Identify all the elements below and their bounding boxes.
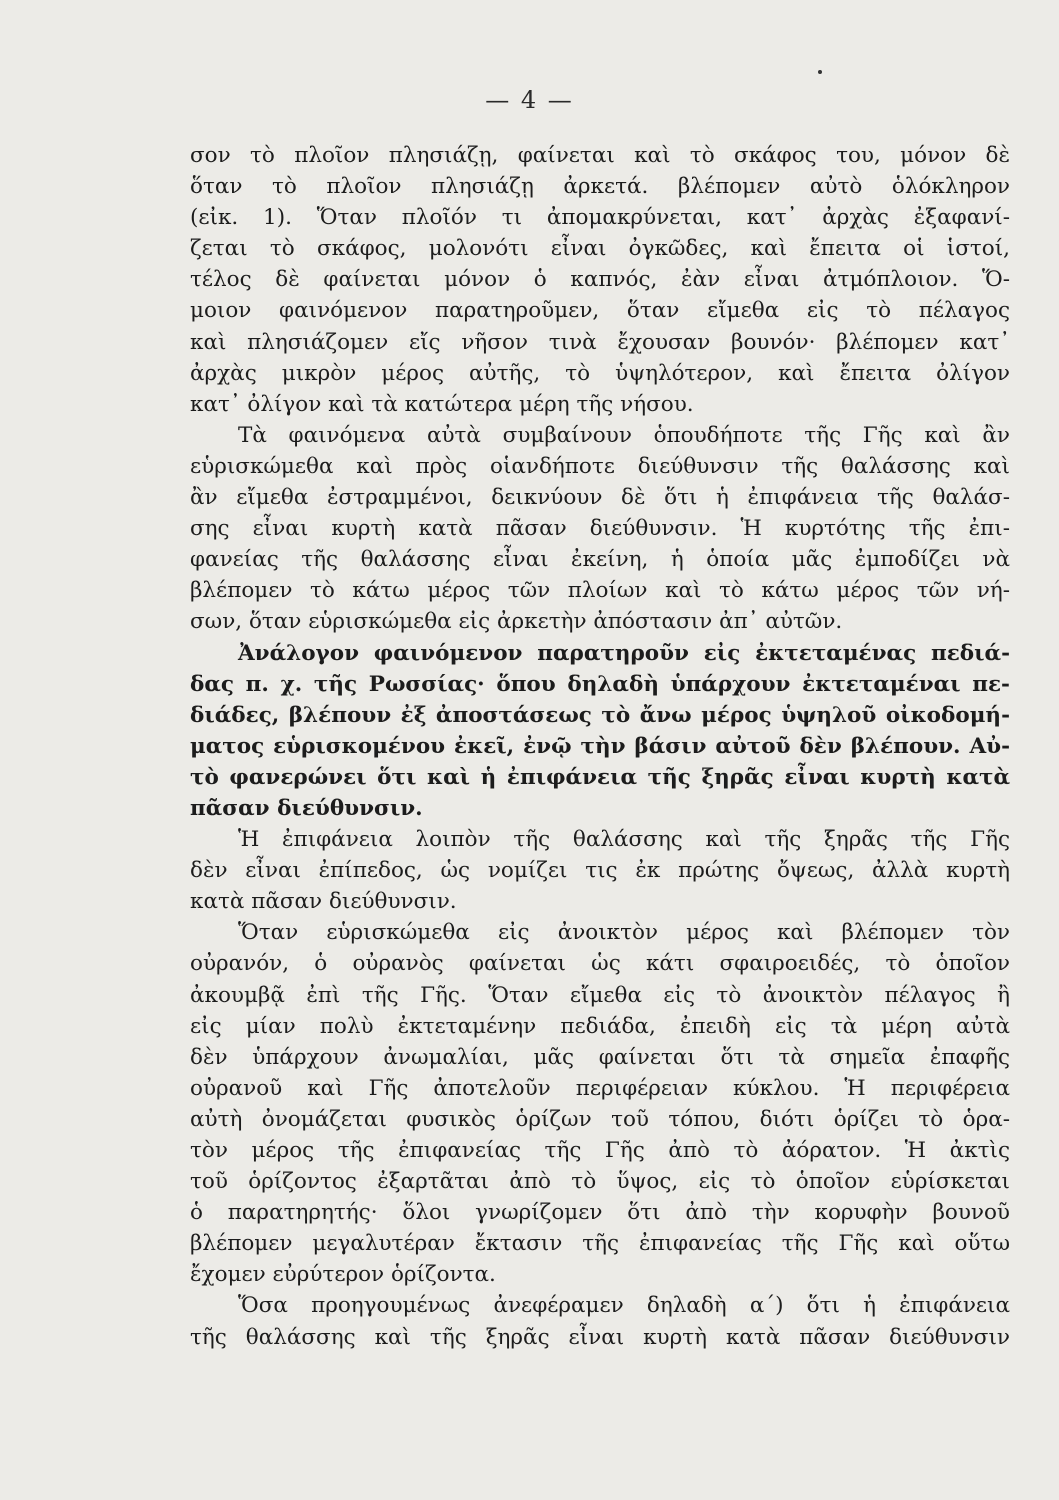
text-line: τέλος δὲ φαίνεται μόνον ὁ καπνός, ἐὰν εἶναι ἀτμόπλοιον. Ὅ- — [190, 267, 1010, 293]
text-line: ἂν εἴμεθα ἐστραμμένοι, δεικνύουν δὲ ὅτι ἡ ἐπιφάνεια τῆς θαλάσ- — [190, 485, 1010, 511]
text-line: Ἀνάλογον φαινόμενον παρατηροῦν εἰς ἐκτεταμένας πεδιά- — [238, 640, 1010, 666]
text-line: ἀρχὰς μικρὸν μέρος αὐτῆς, τὸ ὑψηλότερον, καὶ ἔπειτα ὀλίγον — [190, 360, 1010, 386]
text-line: ματος εὑρισκομένου ἐκεῖ, ἐνῷ τὴν βάσιν αὐτοῦ δὲν βλέπουν. Αὐ- — [190, 733, 1010, 759]
text-line: ζεται τὸ σκάφος, μολονότι εἶναι ὀγκῶδες, καὶ ἔπειτα οἱ ἱστοί, — [190, 236, 1010, 262]
text-line: οὐρανοῦ καὶ Γῆς ἀποτελοῦν περιφέρειαν κύκλου. Ἡ περιφέρεια — [190, 1075, 1010, 1101]
text-line: βλέπομεν τὸ κάτω μέρος τῶν πλοίων καὶ τὸ κάτω μέρος τῶν νή- — [190, 578, 1010, 604]
text-line: (εἰκ. 1). Ὅταν πλοῖόν τι ἀπομακρύνεται, κατ᾽ ἀρχὰς ἐξαφανί- — [190, 205, 1010, 231]
text-line: δὲν εἶναι ἐπίπεδος, ὡς νομίζει τις ἐκ πρώτης ὄψεως, ἀλλὰ κυρτὴ — [190, 858, 1010, 884]
text-line: μοιον φαινόμενον παρατηροῦμεν, ὅταν εἴμεθα εἰς τὸ πέλαγος — [190, 298, 1010, 324]
text-line: ὅταν τὸ πλοῖον πλησιάζῃ ἀρκετά. βλέπομεν αὐτὸ ὁλόκληρον — [190, 174, 1010, 200]
text-line: πᾶσαν διεύθυνσιν. — [190, 795, 423, 821]
text-line: τὸ φανερώνει ὅτι καὶ ἡ ἐπιφάνεια τῆς ξηρᾶς εἶναι κυρτὴ κατὰ — [190, 764, 1010, 790]
text-line: ἀκουμβᾷ ἐπὶ τῆς Γῆς. Ὅταν εἴμεθα εἰς τὸ ἀνοικτὸν πέλαγος ἢ — [190, 982, 1010, 1008]
body-text — [190, 140, 1010, 1353]
page-number: — 4 — — [485, 86, 574, 114]
text-line: αὐτὴ ὀνομάζεται φυσικὸς ὁρίζων τοῦ τόπου, διότι ὁρίζει τὸ ὁρα- — [190, 1106, 1010, 1132]
text-line: βλέπομεν μεγαλυτέραν ἔκτασιν τῆς ἐπιφανείας τῆς Γῆς καὶ οὕτω — [190, 1231, 1010, 1257]
text-line: ἔχομεν εὐρύτερον ὁρίζοντα. — [190, 1262, 496, 1288]
text-line: τὸν μέρος τῆς ἐπιφανείας τῆς Γῆς ἀπὸ τὸ ἀόρατον. Ἡ ἀκτὶς — [190, 1138, 1010, 1163]
text-line: Ἡ ἐπιφάνεια λοιπὸν τῆς θαλάσσης καὶ τῆς ξηρᾶς τῆς Γῆς — [238, 827, 1010, 853]
text-line: κατὰ πᾶσαν διεύθυνσιν. — [190, 889, 457, 915]
text-line: σων, ὅταν εὑρισκώμεθα εἰς ἀρκετὴν ἀπόστασιν ἀπ᾽ αὐτῶν. — [190, 609, 843, 635]
text-line: Τὰ φαινόμενα αὐτὰ συμβαίνουν ὁπουδήποτε τῆς Γῆς καὶ ἂν — [238, 422, 1010, 448]
text-line: οὐρανόν, ὁ οὐρανὸς φαίνεται ὡς κάτι σφαιροειδές, τὸ ὁποῖον — [190, 951, 1010, 977]
print-speck — [818, 70, 822, 74]
text-line: εἰς μίαν πολὺ ἐκτεταμένην πεδιάδα, ἐπειδὴ εἰς τὰ μέρη αὐτὰ — [190, 1013, 1010, 1039]
text-line: σης εἶναι κυρτὴ κατὰ πᾶσαν διεύθυνσιν. Ἡ κυρτότης τῆς ἐπι- — [190, 516, 1010, 542]
text-line: Ὅταν εὑρισκώμεθα εἰς ἀνοικτὸν μέρος καὶ βλέπομεν τὸν — [238, 920, 1010, 946]
text-line: κατ᾽ ὀλίγον καὶ τὰ κατώτερα μέρη τῆς νήσου. — [190, 391, 694, 417]
text-line: δὲν ὑπάρχουν ἀνωμαλίαι, μᾶς φαίνεται ὅτι τὰ σημεῖα ἐπαφῆς — [190, 1044, 1010, 1070]
text-line: τῆς θαλάσσης καὶ τῆς ξηρᾶς εἶναι κυρτὴ κατὰ πᾶσαν διεύθυνσιν — [190, 1324, 1010, 1350]
text-line: σον τὸ πλοῖον πλησιάζῃ, φαίνεται καὶ τὸ σκάφος του, μόνον δὲ — [190, 143, 1010, 168]
text-line: διάδες, βλέπουν ἐξ ἀποστάσεως τὸ ἄνω μέρος ὑψηλοῦ οἰκοδομή- — [190, 702, 1010, 728]
text-line: τοῦ ὁρίζοντος ἐξαρτᾶται ἀπὸ τὸ ὕψος, εἰς τὸ ὁποῖον εὑρίσκεται — [190, 1169, 1010, 1195]
text-line: εὑρισκώμεθα καὶ πρὸς οἱανδήποτε διεύθυνσιν τῆς θαλάσσης καὶ — [190, 453, 1010, 479]
text-line: καὶ πλησιάζομεν εἴς νῆσον τινὰ ἔχουσαν βουνόν· βλέπομεν κατ᾽ — [190, 329, 1010, 355]
text-line: δας π. χ. τῆς Ρωσσίας· ὅπου δηλαδὴ ὑπάρχουν ἐκτεταμέναι πε- — [190, 671, 1010, 697]
text-line: Ὅσα προηγουμένως ἀνεφέραμεν δηλαδὴ α΄) ὅτι ἡ ἐπιφάνεια — [238, 1293, 1010, 1319]
text-line: ὁ παρατηρητής· ὅλοι γνωρίζομεν ὅτι ἀπὸ τὴν κορυφὴν βουνοῦ — [190, 1200, 1010, 1226]
text-line: φανείας τῆς θαλάσσης εἶναι ἐκείνη, ἡ ὁποία μᾶς ἐμποδίζει νὰ — [190, 547, 1010, 573]
